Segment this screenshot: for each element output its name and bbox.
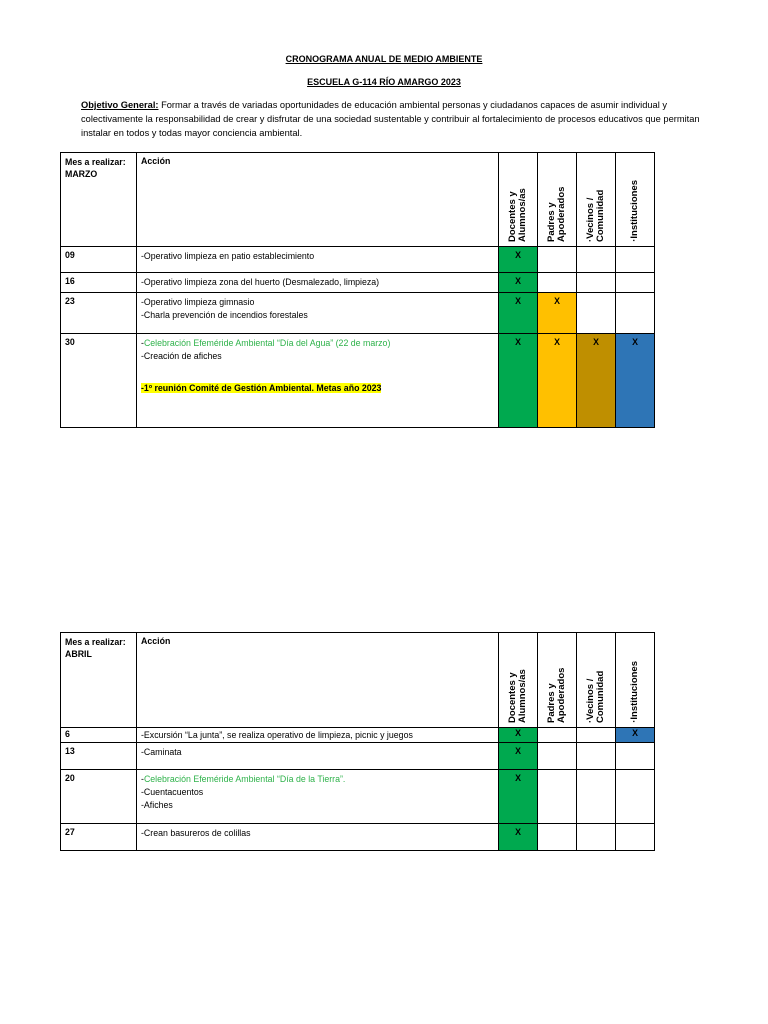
padres-header-label: Padres y Apoderados — [546, 186, 567, 242]
docentes-header-label: Docentes y Alumnos/as — [507, 669, 528, 723]
mark-docentes: X — [499, 824, 538, 851]
vecinos-header — [577, 153, 616, 247]
mark-padres — [538, 273, 577, 293]
row-day: 6 — [61, 728, 137, 743]
mark-padres: X — [538, 293, 577, 334]
action-header: Acción — [137, 153, 499, 247]
objective-label: Objetivo General: — [81, 100, 159, 110]
month-header — [61, 633, 137, 728]
march-schedule-table — [60, 152, 655, 428]
row-action — [137, 293, 499, 334]
instituciones-header-label: ·Instituciones — [629, 661, 640, 723]
vecinos-header — [577, 633, 616, 728]
mark-vecinos: X — [577, 334, 616, 428]
table-row — [61, 247, 655, 273]
mark-docentes: X — [499, 334, 538, 428]
mark-docentes: X — [499, 743, 538, 770]
mark-docentes: X — [499, 273, 538, 293]
padres-header-label: Padres y Apoderados — [546, 667, 567, 723]
docentes-header-label: Docentes y Alumnos/as — [507, 188, 528, 242]
row-action: -Excursión “La junta”, se realiza operativo de limpieza, picnic y juegos — [137, 728, 499, 743]
row-day: 13 — [61, 743, 137, 770]
row-action — [137, 770, 499, 824]
mark-vecinos — [577, 824, 616, 851]
mark-padres — [538, 824, 577, 851]
table-row — [61, 334, 655, 428]
mark-padres — [538, 728, 577, 743]
document-title: CRONOGRAMA ANUAL DE MEDIO AMBIENTE — [285, 54, 483, 64]
general-objective — [81, 98, 707, 140]
table-row — [61, 743, 655, 770]
vecinos-header-label: ·Vecinos / Comunidad — [585, 670, 606, 723]
docentes-header — [499, 633, 538, 728]
school-title: ESCUELA G-114 RÍO AMARGO 2023 — [307, 77, 461, 87]
row-day: 30 — [61, 334, 137, 428]
mark-padres — [538, 770, 577, 824]
month-name: MARZO — [65, 169, 98, 179]
mark-instituciones: X — [616, 334, 655, 428]
row-action: -Operativo limpieza zona del huerto (Desmalezado, limpieza) — [137, 273, 499, 293]
row-day: 16 — [61, 273, 137, 293]
row-action: -Crean basureros de colillas — [137, 824, 499, 851]
mark-instituciones: X — [616, 728, 655, 743]
row-action: -Caminata — [137, 743, 499, 770]
action-line-green — [141, 337, 494, 350]
padres-header — [538, 633, 577, 728]
mark-padres — [538, 247, 577, 273]
action-line-green — [141, 773, 494, 786]
table-row — [61, 824, 655, 851]
mark-instituciones — [616, 247, 655, 273]
action-dash: - — [141, 774, 144, 784]
april-schedule-table — [60, 632, 655, 851]
action-line: -Cuentacuentos — [141, 787, 204, 797]
action-line: -Creación de afiches — [141, 351, 222, 361]
table-row — [61, 293, 655, 334]
mark-vecinos — [577, 728, 616, 743]
action-dash: - — [141, 338, 144, 348]
table-header-row — [61, 633, 655, 728]
row-day: 27 — [61, 824, 137, 851]
action-line: -Charla prevención de incendios forestales — [141, 310, 308, 320]
docentes-header — [499, 153, 538, 247]
instituciones-header — [616, 633, 655, 728]
mark-vecinos — [577, 743, 616, 770]
vecinos-header-label: ·Vecinos / Comunidad — [585, 189, 606, 242]
mark-instituciones — [616, 743, 655, 770]
mark-instituciones — [616, 293, 655, 334]
mark-padres: X — [538, 334, 577, 428]
table-row — [61, 770, 655, 824]
mark-vecinos — [577, 770, 616, 824]
green-text: Celebración Efeméride Ambiental “Día de la Tierra”. — [143, 774, 346, 784]
row-day: 23 — [61, 293, 137, 334]
mark-vecinos — [577, 247, 616, 273]
table-row — [61, 728, 655, 743]
mark-instituciones — [616, 273, 655, 293]
mark-padres — [538, 743, 577, 770]
mark-docentes: X — [499, 728, 538, 743]
instituciones-header — [616, 153, 655, 247]
action-header: Acción — [137, 633, 499, 728]
month-header-label: Mes a realizar: — [65, 157, 126, 167]
month-header — [61, 153, 137, 247]
row-action: -Operativo limpieza en patio establecimiento — [137, 247, 499, 273]
row-day: 09 — [61, 247, 137, 273]
month-header-label: Mes a realizar: — [65, 637, 126, 647]
objective-text: Formar a través de variadas oportunidades de educación ambiental personas y ciudadanos capaces de asumir individual y colectivamente la responsabilidad de crear y disfrutar de una sociedad sustentable y contribuir al fortalecimiento de procesos educativos que permitan instalar en todos y todas mayor conciencia ambiental. — [81, 100, 700, 138]
row-action — [137, 334, 499, 428]
mark-docentes: X — [499, 770, 538, 824]
mark-vecinos — [577, 293, 616, 334]
mark-instituciones — [616, 770, 655, 824]
row-day: 20 — [61, 770, 137, 824]
mark-docentes: X — [499, 293, 538, 334]
action-line: -Operativo limpieza gimnasio — [141, 297, 255, 307]
mark-instituciones — [616, 824, 655, 851]
padres-header — [538, 153, 577, 247]
table-header-row — [61, 153, 655, 247]
month-name: ABRIL — [65, 649, 92, 659]
highlighted-action: -1º reunión Comité de Gestión Ambiental. Metas año 2023 — [141, 383, 382, 393]
green-text: Celebración Efeméride Ambiental “Día del Agua” (22 de marzo) — [143, 338, 391, 348]
action-line: -Afiches — [141, 800, 173, 810]
table-row — [61, 273, 655, 293]
mark-vecinos — [577, 273, 616, 293]
mark-docentes: X — [499, 247, 538, 273]
instituciones-header-label: ·Instituciones — [629, 180, 640, 242]
